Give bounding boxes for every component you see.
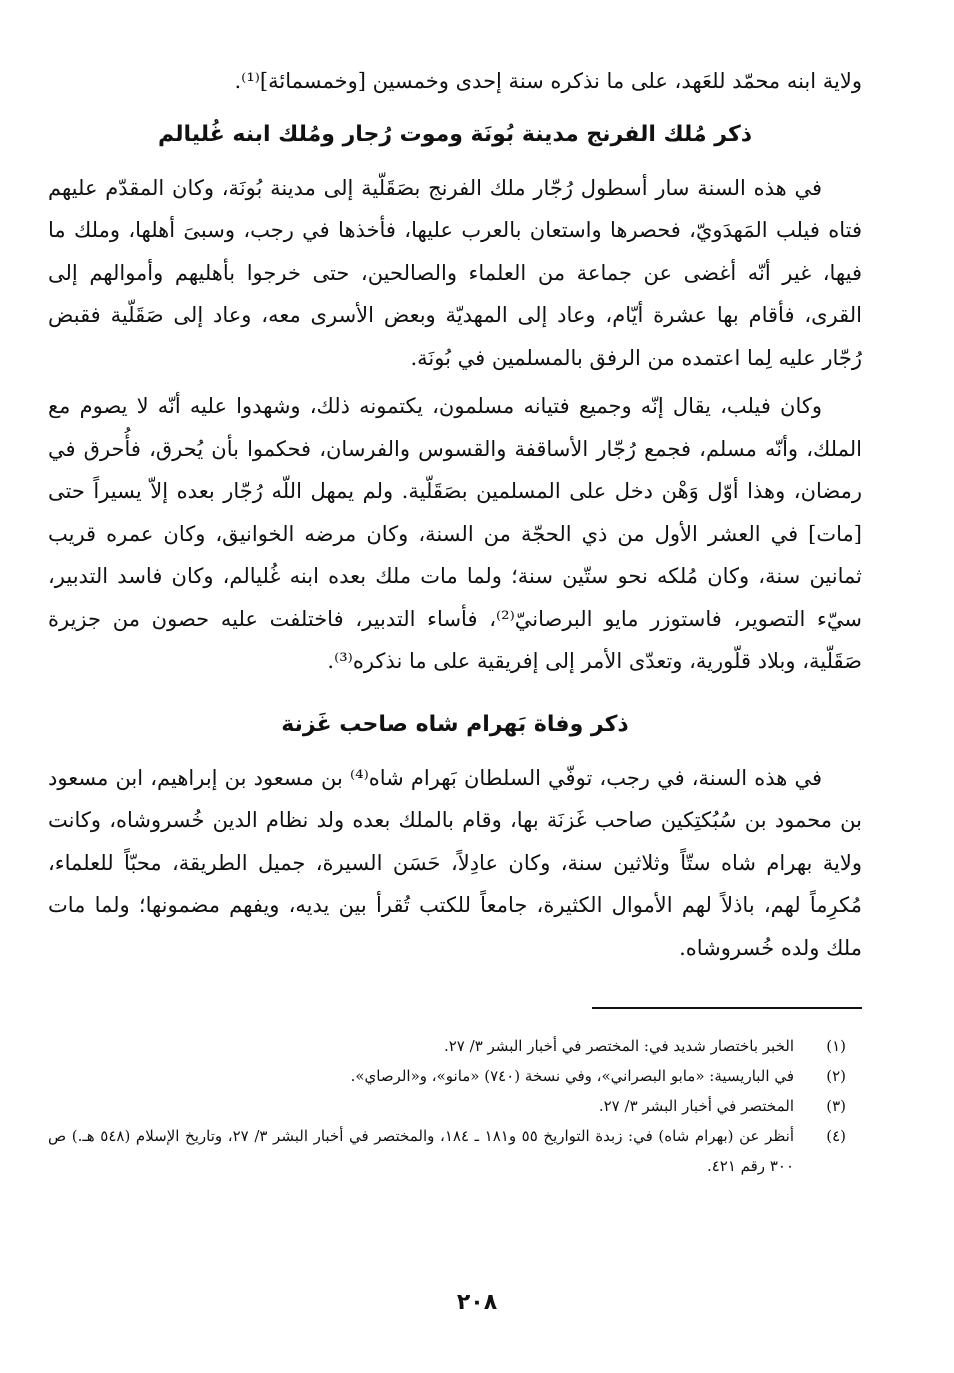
section1-paragraph-1: في هذه السنة سار أسطول رُجّار ملك الفرنج بصَقَلّية إلى مدينة بُونَة، وكان المقدّم عليهم فتاه فيلب المَهدَويّ، فحصرها واستعان بالعرب عليها، فأخذها في رجب، وسبىَ أهلها، وملك ما فيها، غير أنّه أغضى عن جماعة من العلماء والصالحين، حتى خرجوا بأهليهم وأموالهم إلى القرى، فأقام بها عشرة أيّام، وعاد إلى المهديّة وبعض الأسرى معه، وعاد إلى صَقَلّية فقبض رُجّار عليه لِما اعتمده من الرفق بالمسلمين في بُونَة. [48, 175, 862, 370]
section-heading-franks-bona: ذكر مُلك الفرنج مدينة بُونَة وموت رُجار ومُلك ابنه غُليالم [157, 121, 753, 147]
section-heading-bahram-shah: ذكر وفاة بَهرام شاه صاحب غَزنة [281, 711, 629, 737]
footnote-number: (٣) [826, 1097, 846, 1115]
section2-paragraph-1: في هذه السنة، في رجب، توفّي السلطان بَهرام شاه⁽⁴⁾ بن مسعود بن إبراهيم، ابن مسعود بن محمود بن سُبُكتِكين صاحب غَزنَة بها، وقام بالملك بعده ولد نظام الدين خُسروشاه، وكانت ولاية بهرام شاه ستّاً وثلاثين سنة، وكان عادِلاً، حَسَن السيرة، جميل الطريقة، محبّاً للعلماء، مُكرِماً لهم، باذلاً لهم الأموال الكثيرة، جامعاً للكتب تُقرأ بين يديه، ويفهم مضمونها؛ ولما مات ملك ولده خُسروشاه. [48, 765, 862, 960]
page-number: ٢٠٨ [456, 1290, 498, 1315]
footnote-text: أنظر عن (بهرام شاه) في: زبدة التواريخ ٥٥ و١٨١ ـ ١٨٤، والمختصر في أخبار البشر ٣/ ٢٧، وتاريخ الإسلام (٥٤٨ هـ.) ص ٣٠٠ رقم ٤٢١. [48, 1127, 795, 1175]
footnote-text: في الباريسية: «مابو البصراني»، وفي نسخة (٧٤٠) «مانو»، و«الرصاي». [350, 1067, 794, 1085]
footnote-item [48, 1061, 862, 1091]
footnote-number: (٤) [826, 1127, 846, 1145]
footnote-separator [592, 1007, 862, 1009]
footnotes-list [48, 1031, 862, 1181]
footnote-item [48, 1031, 862, 1061]
section1-paragraph-2: وكان فيلب، يقال إنّه وجميع فتيانه مسلمون، يكتمونه ذلك، وشهدوا عليه أنّه لا يصوم مع الملك، وأنّه مسلم، فجمع رُجّار الأساقفة والقسوس والفرسان، فحكموا بأن يُحرق، فأُحرق في رمضان، وهذا أوّل وَهْن دخل على المسلمين بصَقَلّية. ولم يمهل اللّه رُجّار بعده إلاّ يسيراً حتى [مات] في العشر الأول من ذي الحجّة من السنة، وكان مرضه الخوانيق، وكان عمره قريب ثمانين سنة، وكان مُلكه نحو ستّين سنة؛ ولما مات ملك بعده ابنه غُليالم، وكان فاسد التدبير، سيّء التصوير، فاستوزر مايو البرصانيّ⁽²⁾، فأساء التدبير، فاختلفت عليه حصون من جزيرة صَقَلّية، وبلاد قلّورية، وتعدّى الأمر إلى إفريقية على ما نذكره⁽³⁾. [48, 394, 863, 673]
footnote-text: الخبر باختصار شديد في: المختصر في أخبار البشر ٣/ ٢٧. [443, 1037, 794, 1055]
footnote-number: (١) [826, 1037, 846, 1055]
footnote-text: المختصر في أخبار البشر ٣/ ٢٧. [598, 1097, 794, 1115]
footnote-number: (٢) [826, 1067, 846, 1085]
footnote-item [48, 1121, 862, 1181]
footnote-item [48, 1091, 862, 1121]
continuation-line: ولاية ابنه محمّد للعَهد، على ما نذكره سنة إحدى وخمسين [وخمسمائة]⁽¹⁾. [234, 69, 862, 93]
